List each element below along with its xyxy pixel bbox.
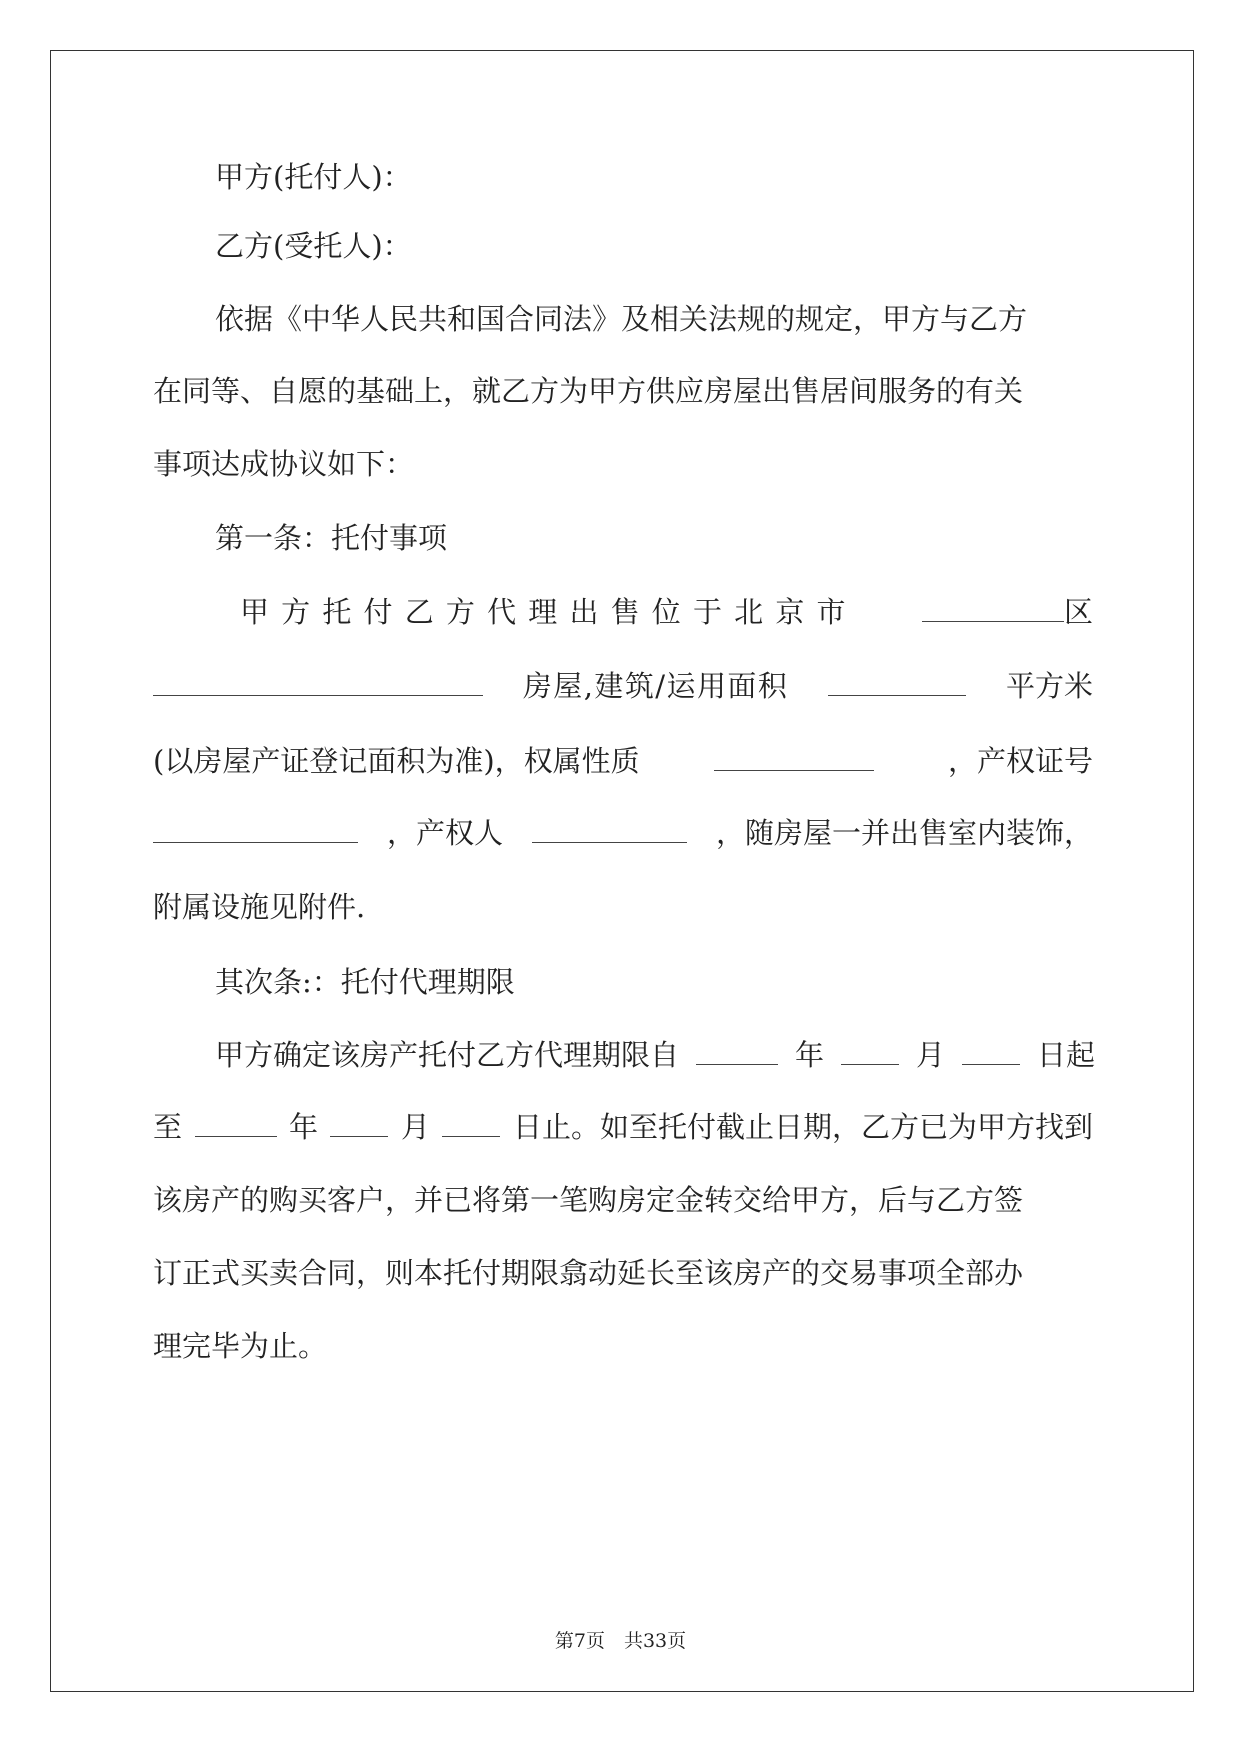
district-field — [922, 592, 1093, 632]
page-suffix: 页 — [667, 1630, 687, 1652]
end-year-blank — [195, 1112, 277, 1137]
article-2-line-3: 该房产的购买客户，并已将第一笔购房定金转交给甲方，后与乙方签 — [153, 1183, 1024, 1217]
article-1-heading: 第一条：托付事项 — [215, 521, 448, 555]
preamble-line-2: 在同等、自愿的基础上，就乙方为甲方供应房屋出售居间服务的有关 — [153, 374, 1024, 408]
start-month-blank — [841, 1040, 899, 1065]
district-label: 区 — [1063, 595, 1093, 629]
article-1-line-4 — [153, 813, 1093, 853]
article-2-heading: 其次条:：托付代理期限 — [215, 965, 515, 999]
article-1-line-5: 附属设施见附件. — [153, 890, 366, 924]
party-b-label: 乙方(受托人)： — [215, 229, 412, 263]
area-blank — [828, 671, 966, 696]
page-border — [50, 50, 1194, 1692]
start-year-label: 年 — [794, 1038, 824, 1072]
page-total: 33 — [642, 1630, 668, 1652]
owner-label: ，产权人 — [386, 816, 503, 850]
owner-blank — [532, 818, 687, 843]
page-prefix: 第 — [554, 1630, 574, 1652]
party-a-label: 甲方(托付人)： — [215, 160, 412, 194]
preamble-line-1: 依据《中华人民共和国合同法》及相关法规的规定，甲方与乙方 — [215, 302, 1028, 336]
end-year-label: 年 — [288, 1110, 318, 1144]
area-unit: 平方米 — [1005, 669, 1093, 703]
start-day-blank — [962, 1040, 1020, 1065]
end-month-label: 月 — [400, 1110, 430, 1144]
certificate-label: ，产权证号 — [947, 744, 1093, 778]
end-to-label: 至 — [153, 1110, 183, 1144]
article-2-line-4: 订正式买卖合同，则本托付期限翕动延长至该房产的交易事项全部办 — [153, 1256, 1024, 1290]
article-2-line-5: 理完毕为止。 — [153, 1329, 328, 1363]
term-end-text: 日止。如至托付截止日期，乙方已为甲方找到 — [512, 1110, 1093, 1144]
ownership-blank — [714, 746, 874, 771]
area-label: 房屋,建筑/运用面积 — [522, 669, 789, 703]
page-number — [0, 1628, 1241, 1654]
article-1-text: 甲方托付乙方代理出售位于北京市 — [240, 595, 858, 629]
term-start-text: 甲方确定该房产托付乙方代理期限自 — [215, 1038, 680, 1072]
start-day-label: 日起 — [1036, 1038, 1095, 1072]
article-2-line-1 — [215, 1035, 1095, 1075]
end-month-blank — [330, 1112, 388, 1137]
end-day-blank — [442, 1112, 500, 1137]
article-1-line-1 — [240, 592, 1093, 632]
preamble-line-3: 事项达成协议如下： — [153, 447, 415, 481]
ownership-label: (以房屋产证登记面积为准)，权属性质 — [153, 744, 640, 778]
district-blank — [922, 597, 1064, 622]
start-year-blank — [696, 1040, 778, 1065]
page-mid: 页 共 — [585, 1630, 643, 1652]
decoration-text: ，随房屋一并出售室内装饰， — [715, 816, 1093, 850]
article-1-line-2 — [153, 666, 1093, 706]
article-1-line-3 — [153, 741, 1093, 781]
article-2-line-2 — [153, 1107, 1093, 1147]
address-blank — [153, 671, 483, 696]
page-current: 7 — [573, 1630, 586, 1652]
start-month-label: 月 — [915, 1038, 945, 1072]
certificate-blank — [153, 818, 358, 843]
